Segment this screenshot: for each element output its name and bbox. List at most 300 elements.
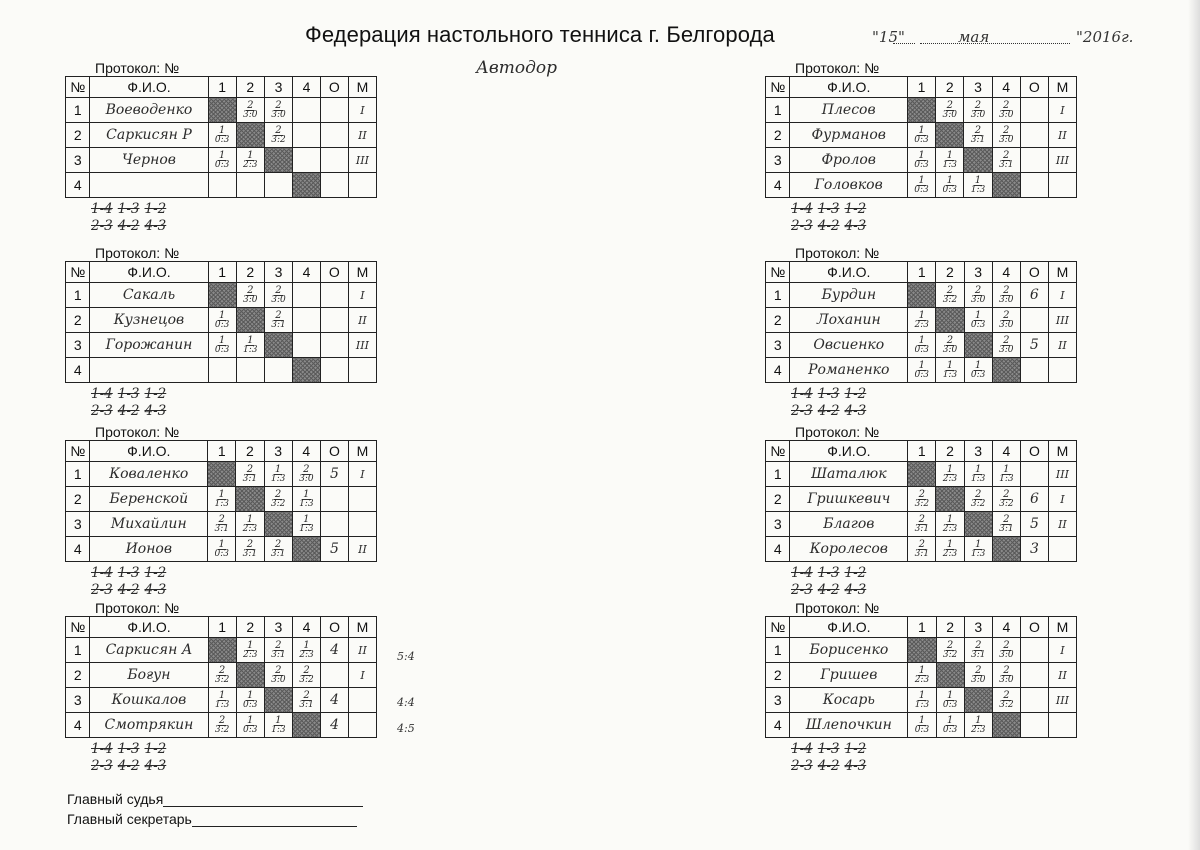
match-sets: 1:3 xyxy=(271,724,286,735)
protocol-label: Протокол: № xyxy=(795,600,880,616)
match-result xyxy=(236,333,264,358)
player-number: 3 xyxy=(766,688,790,713)
empty-cell xyxy=(293,333,321,358)
table-header-row xyxy=(766,617,1077,638)
match-sets: 3:1 xyxy=(242,548,258,559)
points-total xyxy=(1020,173,1048,198)
self-match-cell xyxy=(208,283,236,308)
match-result xyxy=(907,123,935,148)
match-pair: 1-4 xyxy=(791,386,813,402)
points-total xyxy=(1020,688,1048,713)
match-pair: 2-3 xyxy=(791,582,813,598)
match-sets: 0:3 xyxy=(214,134,230,145)
match-pair: 1-4 xyxy=(91,201,113,217)
player-number: 4 xyxy=(66,358,90,383)
match-pair: 2-3 xyxy=(791,403,813,419)
table-row xyxy=(66,638,377,663)
points-total xyxy=(1020,148,1048,173)
player-number: 3 xyxy=(66,148,90,173)
column-header: О xyxy=(1020,441,1048,462)
player-name: Лоханин xyxy=(790,308,908,333)
match-pair: 4-2 xyxy=(117,758,140,774)
match-result xyxy=(992,123,1020,148)
match-sets: 2:3 xyxy=(942,523,958,534)
match-result xyxy=(992,148,1020,173)
player-name: Коваленко xyxy=(90,462,208,487)
match-points: 2 xyxy=(974,284,982,296)
match-score xyxy=(293,666,320,685)
match-sets: 2:3 xyxy=(242,649,258,660)
protocol-label: Протокол: № xyxy=(95,60,180,76)
match-sets: 3:2 xyxy=(970,498,986,509)
points-total: 5 xyxy=(1020,333,1048,358)
match-points: 1 xyxy=(247,149,254,161)
self-match-cell xyxy=(236,663,264,688)
match-result xyxy=(208,663,236,688)
match-pair: 1-4 xyxy=(91,565,113,581)
player-name xyxy=(90,358,208,383)
table-row xyxy=(66,537,377,562)
match-points: 2 xyxy=(218,664,226,676)
match-score xyxy=(208,515,235,534)
match-result xyxy=(936,512,964,537)
match-sets: 3:2 xyxy=(999,699,1014,710)
match-points: 2 xyxy=(1003,689,1010,701)
player-name: Фурманов xyxy=(790,123,907,148)
player-name: Гришев xyxy=(790,663,908,688)
empty-cell xyxy=(236,173,264,198)
chief-judge-label: Главный судья xyxy=(67,791,164,807)
match-sets: 1:3 xyxy=(243,344,258,355)
player-number: 1 xyxy=(766,283,790,308)
place: I xyxy=(348,98,376,123)
match-result xyxy=(208,148,236,173)
column-header: 2 xyxy=(236,262,264,283)
empty-cell xyxy=(208,173,236,198)
column-header: М xyxy=(348,441,376,462)
chief-judge-line xyxy=(67,791,363,807)
player-number: 2 xyxy=(766,123,790,148)
match-score xyxy=(993,311,1020,330)
match-sets: 1:3 xyxy=(970,184,986,195)
match-sets: 3:0 xyxy=(999,319,1014,330)
player-name: Горожанин xyxy=(90,333,208,358)
match-points: 2 xyxy=(303,689,310,701)
self-match-cell xyxy=(964,333,992,358)
match-score xyxy=(236,465,263,484)
match-points: 2 xyxy=(247,284,254,296)
match-score xyxy=(993,490,1020,509)
match-sets: 3:1 xyxy=(914,548,930,559)
match-points: 2 xyxy=(1003,99,1010,111)
match-score xyxy=(237,286,264,305)
match-pair: 2-3 xyxy=(791,218,813,234)
match-order xyxy=(91,386,171,420)
date-month-line xyxy=(920,43,1070,44)
match-result xyxy=(992,638,1020,663)
column-header: 2 xyxy=(236,617,264,638)
match-pair: 2-3 xyxy=(91,758,113,774)
match-sets: 3:0 xyxy=(271,294,286,305)
match-pair: 4-2 xyxy=(817,758,840,774)
column-header: 1 xyxy=(208,77,236,98)
place xyxy=(348,358,376,383)
points-total xyxy=(320,148,348,173)
match-pair: 1-4 xyxy=(791,201,813,217)
table-row xyxy=(66,308,377,333)
place: I xyxy=(1048,283,1076,308)
match-result xyxy=(208,537,236,562)
match-result xyxy=(264,98,292,123)
match-points: 1 xyxy=(246,513,254,525)
match-points: 1 xyxy=(218,124,226,136)
match-result xyxy=(964,663,992,688)
match-points: 1 xyxy=(247,334,254,346)
empty-cell xyxy=(293,283,321,308)
column-header: Ф.И.О. xyxy=(90,441,208,462)
match-score xyxy=(993,151,1020,170)
match-sets: 0:3 xyxy=(242,724,258,735)
match-order-line xyxy=(91,565,171,582)
points-total: 5 xyxy=(320,537,348,562)
match-sets: 3:0 xyxy=(942,344,958,355)
empty-cell xyxy=(264,358,292,383)
match-score xyxy=(209,151,236,170)
points-total: 4 xyxy=(321,688,349,713)
match-sets: 3:2 xyxy=(942,649,958,660)
place: III xyxy=(348,148,376,173)
match-result xyxy=(208,333,236,358)
place: II xyxy=(1048,333,1076,358)
column-header: Ф.И.О. xyxy=(790,262,908,283)
match-sets: 0:3 xyxy=(970,369,986,380)
match-score xyxy=(964,101,991,120)
match-score xyxy=(937,641,964,660)
self-match-cell xyxy=(907,98,935,123)
match-result xyxy=(264,487,292,512)
self-match-cell xyxy=(293,173,321,198)
table-row xyxy=(66,358,377,383)
player-number: 2 xyxy=(66,663,90,688)
match-order-line xyxy=(791,403,871,420)
table-row xyxy=(766,537,1077,562)
match-order xyxy=(791,386,871,420)
match-sets: 0:3 xyxy=(914,369,929,380)
player-name: Борисенко xyxy=(790,638,908,663)
match-order-line xyxy=(791,201,871,218)
match-pair: 1-4 xyxy=(791,565,813,581)
match-score xyxy=(936,101,963,120)
match-points: 1 xyxy=(247,714,254,726)
match-pair: 2-3 xyxy=(91,582,113,598)
match-order-line xyxy=(91,758,171,775)
player-number: 2 xyxy=(766,487,790,512)
place xyxy=(1048,358,1076,383)
player-number: 2 xyxy=(766,663,790,688)
match-result xyxy=(292,512,320,537)
column-header: Ф.И.О. xyxy=(90,77,208,98)
table-row xyxy=(766,358,1077,383)
column-header: 3 xyxy=(964,441,992,462)
match-score xyxy=(908,151,935,170)
self-match-cell xyxy=(293,358,321,383)
player-name: Боғун xyxy=(90,663,208,688)
match-points: 2 xyxy=(975,664,982,676)
points-total xyxy=(321,663,349,688)
player-name: Гришкевич xyxy=(790,487,908,512)
match-result xyxy=(264,308,292,333)
match-sets: 1:3 xyxy=(999,473,1014,484)
side-note-1: 5:4 xyxy=(397,650,415,663)
protocol-table xyxy=(65,261,377,383)
match-score xyxy=(993,101,1020,120)
match-score xyxy=(965,361,992,380)
column-header: 3 xyxy=(264,441,292,462)
table-header-row xyxy=(66,262,377,283)
self-match-cell xyxy=(908,638,936,663)
empty-cell xyxy=(293,123,321,148)
column-header: О xyxy=(320,441,348,462)
match-score xyxy=(908,666,935,685)
player-name: Косарь xyxy=(790,688,908,713)
match-result xyxy=(964,308,992,333)
points-total: 6 xyxy=(1020,487,1048,512)
match-points: 2 xyxy=(1003,664,1010,676)
match-score xyxy=(936,151,963,170)
match-sets: 3:0 xyxy=(999,674,1014,685)
match-points: 2 xyxy=(1003,309,1010,321)
match-score xyxy=(908,540,935,559)
match-points: 2 xyxy=(946,334,954,346)
match-score xyxy=(936,361,963,380)
points-total xyxy=(320,512,348,537)
match-result xyxy=(908,663,936,688)
player-name: Михайлин xyxy=(90,512,208,537)
match-points: 2 xyxy=(946,639,954,651)
match-score xyxy=(265,101,292,120)
match-sets: 1:3 xyxy=(270,473,286,484)
column-header: М xyxy=(1048,262,1076,283)
match-sets: 3:0 xyxy=(271,674,286,685)
match-result xyxy=(292,462,320,487)
match-score xyxy=(293,490,320,509)
match-sets: 3:2 xyxy=(214,674,230,685)
match-sets: 3:0 xyxy=(998,134,1014,145)
table-row xyxy=(66,663,377,688)
protocol-label: Протокол: № xyxy=(95,600,180,616)
match-points: 2 xyxy=(275,124,282,136)
self-match-cell xyxy=(908,283,936,308)
points-total xyxy=(320,98,348,123)
column-header: 3 xyxy=(964,262,992,283)
points-total xyxy=(320,358,348,383)
player-number: 1 xyxy=(66,638,90,663)
match-points: 1 xyxy=(974,463,982,475)
match-sets: 0:3 xyxy=(914,344,929,355)
protocol-label: Протокол: № xyxy=(795,245,880,261)
match-sets: 3:2 xyxy=(271,134,286,145)
place: II xyxy=(1048,123,1076,148)
match-points: 1 xyxy=(946,513,954,525)
player-name: Благов xyxy=(790,512,908,537)
match-points: 1 xyxy=(1003,463,1010,475)
table-row xyxy=(66,98,377,123)
match-result xyxy=(292,487,320,512)
table-row xyxy=(66,173,377,198)
match-points: 1 xyxy=(946,149,953,161)
player-name: Кузнецов xyxy=(90,308,208,333)
match-score xyxy=(908,336,935,355)
match-score xyxy=(908,311,935,330)
place: II xyxy=(348,537,376,562)
match-result xyxy=(936,333,964,358)
player-name xyxy=(90,173,208,198)
match-score xyxy=(265,666,292,685)
match-sets: 3:0 xyxy=(942,109,957,120)
match-result xyxy=(964,537,992,562)
match-points: 1 xyxy=(946,538,954,550)
player-name: Бурдин xyxy=(790,283,908,308)
column-header: 4 xyxy=(292,617,320,638)
column-header: 1 xyxy=(208,617,236,638)
column-header: Ф.И.О. xyxy=(90,262,208,283)
match-score xyxy=(965,286,992,305)
match-sets: 1:3 xyxy=(942,159,957,170)
column-header: 1 xyxy=(907,77,935,98)
place xyxy=(348,688,376,713)
column-header: 4 xyxy=(293,262,321,283)
match-score xyxy=(293,465,320,484)
match-score xyxy=(993,336,1020,355)
match-result xyxy=(236,283,264,308)
protocol-label: Протокол: № xyxy=(795,60,880,76)
player-number: 3 xyxy=(66,333,90,358)
match-points: 2 xyxy=(975,639,982,651)
match-sets: 2:3 xyxy=(942,473,958,484)
column-header: М xyxy=(348,617,376,638)
match-result xyxy=(964,98,992,123)
match-score xyxy=(209,126,236,145)
match-result xyxy=(936,358,964,383)
match-points: 2 xyxy=(974,488,982,500)
self-match-cell xyxy=(236,487,264,512)
table-row xyxy=(766,333,1077,358)
column-header: № xyxy=(66,77,90,98)
player-number: 3 xyxy=(766,148,790,173)
match-score xyxy=(237,641,264,660)
match-score xyxy=(937,691,964,710)
player-name: Овсиенко xyxy=(790,333,908,358)
match-result xyxy=(908,358,936,383)
match-points: 2 xyxy=(218,513,225,525)
match-sets: 3:1 xyxy=(914,523,930,534)
place: II xyxy=(348,123,376,148)
self-match-cell xyxy=(208,98,236,123)
match-pair: 2-3 xyxy=(91,218,113,234)
player-number: 1 xyxy=(66,283,90,308)
match-sets: 3:0 xyxy=(971,674,986,685)
table-header-row xyxy=(766,77,1077,98)
match-sets: 3:0 xyxy=(999,294,1014,305)
protocol-label: Протокол: № xyxy=(95,424,180,440)
match-result xyxy=(936,638,964,663)
match-result xyxy=(292,663,320,688)
match-pair: 1-3 xyxy=(117,201,140,217)
player-number: 2 xyxy=(66,308,90,333)
column-header: 1 xyxy=(208,441,236,462)
player-name: Сакаль xyxy=(90,283,208,308)
match-result xyxy=(964,358,992,383)
match-sets: 0:3 xyxy=(242,699,258,710)
match-result xyxy=(264,713,292,738)
self-match-cell xyxy=(964,148,992,173)
match-pair: 4-3 xyxy=(144,582,167,598)
match-pair: 1-3 xyxy=(117,741,140,757)
scan-edge-shadow xyxy=(1188,0,1200,850)
match-points: 1 xyxy=(946,174,953,186)
match-points: 1 xyxy=(303,639,310,651)
match-score xyxy=(209,716,236,735)
match-result xyxy=(992,487,1020,512)
match-order-line xyxy=(791,386,871,403)
match-pair: 1-2 xyxy=(144,201,167,217)
match-points: 1 xyxy=(918,124,925,136)
place xyxy=(348,512,376,537)
match-pair: 1-2 xyxy=(844,386,867,402)
column-header: 4 xyxy=(293,77,321,98)
match-pair: 1-2 xyxy=(844,201,867,217)
match-result xyxy=(208,308,236,333)
player-number: 1 xyxy=(766,462,790,487)
match-sets: 3:1 xyxy=(214,523,229,534)
player-number: 1 xyxy=(66,462,90,487)
match-score xyxy=(964,126,991,145)
self-match-cell xyxy=(236,308,264,333)
match-points: 1 xyxy=(974,538,982,550)
table-row xyxy=(66,148,377,173)
match-points: 1 xyxy=(218,149,226,161)
match-pair: 1-4 xyxy=(91,741,113,757)
match-points: 1 xyxy=(918,689,926,701)
place xyxy=(1048,537,1076,562)
match-result xyxy=(964,638,992,663)
player-name: Шлепочкин xyxy=(790,713,908,738)
match-result xyxy=(936,713,964,738)
match-pair: 1-3 xyxy=(817,565,840,581)
match-score xyxy=(964,176,991,195)
place: III xyxy=(1048,688,1076,713)
match-sets: 2:3 xyxy=(299,649,314,660)
match-points: 2 xyxy=(1003,124,1010,136)
match-order-line xyxy=(91,582,171,599)
match-points: 1 xyxy=(303,488,310,500)
self-match-cell xyxy=(208,638,236,663)
match-result xyxy=(908,537,936,562)
match-result xyxy=(264,537,292,562)
match-sets: 3:0 xyxy=(999,649,1014,660)
match-points: 1 xyxy=(218,689,226,701)
match-result xyxy=(936,173,964,198)
match-sets: 3:0 xyxy=(999,344,1014,355)
match-result xyxy=(264,638,292,663)
column-header: 2 xyxy=(936,617,964,638)
place: II xyxy=(1048,512,1076,537)
match-sets: 0:3 xyxy=(214,548,229,559)
column-header: 2 xyxy=(936,262,964,283)
points-total xyxy=(320,283,348,308)
column-header: О xyxy=(321,617,349,638)
place xyxy=(348,173,376,198)
